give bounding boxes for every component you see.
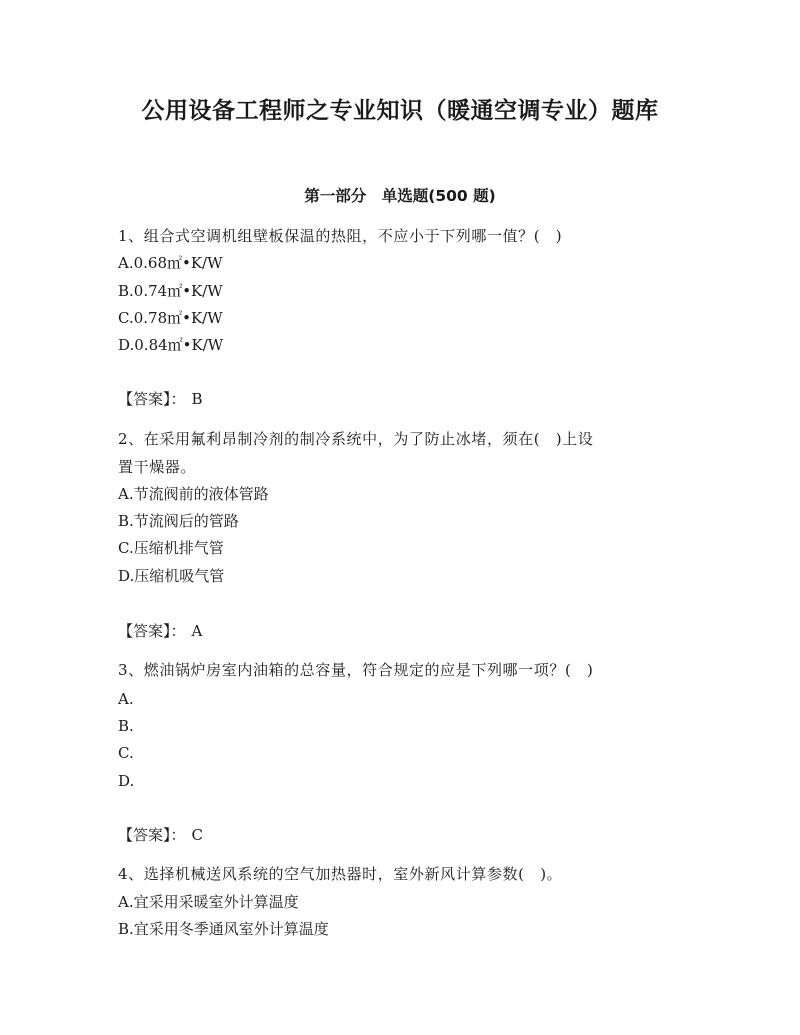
option-d: D. bbox=[118, 772, 135, 790]
answer-value: C bbox=[191, 826, 203, 844]
option-b: B.宜采用冬季通风室外计算温度 bbox=[118, 920, 329, 938]
answer-line bbox=[118, 621, 202, 641]
question-text: 2、在采用氟利昂制冷剂的制冷系统中，为了防止冰堵，须在( )上设 bbox=[118, 430, 594, 448]
option-c: C.压缩机排气管 bbox=[118, 539, 224, 557]
answer-value: A bbox=[191, 622, 203, 640]
option-a: A.节流阀前的液体管路 bbox=[118, 485, 269, 503]
question-text: 1、组合式空调机组壁板保温的热阻，不应小于下列哪一值？( ) bbox=[118, 227, 563, 245]
option-a: A. bbox=[118, 690, 134, 708]
option-b: B.0.74㎡•K/W bbox=[118, 282, 223, 300]
answer-label: 【答案】： bbox=[118, 622, 186, 640]
answer-line bbox=[118, 389, 203, 409]
answer-value: B bbox=[191, 390, 203, 408]
option-d: D.压缩机吸气管 bbox=[118, 567, 225, 585]
option-c: C. bbox=[118, 744, 134, 762]
question-text: 4、选择机械送风系统的空气加热器时，室外新风计算参数( )。 bbox=[118, 865, 563, 883]
question-text: 3、燃油锅炉房室内油箱的总容量，符合规定的应是下列哪一项？( ) bbox=[118, 661, 594, 679]
answer-label: 【答案】： bbox=[118, 826, 186, 844]
option-b: B. bbox=[118, 717, 134, 735]
answer-line bbox=[118, 825, 203, 845]
question-text-continued: 置干燥器。 bbox=[118, 458, 197, 476]
answer-label: 【答案】： bbox=[118, 390, 186, 408]
option-c: C.0.78㎡•K/W bbox=[118, 309, 223, 327]
document-title: 公用设备工程师之专业知识（暖通空调专业）题库 bbox=[141, 98, 659, 124]
option-b: B.节流阀后的管路 bbox=[118, 512, 239, 530]
option-a: A.宜采用采暖室外计算温度 bbox=[118, 893, 299, 911]
section-title: 第一部分 单选题(500 题) bbox=[304, 187, 496, 205]
option-a: A.0.68㎡•K/W bbox=[118, 254, 223, 272]
option-d: D.0.84㎡•K/W bbox=[118, 336, 224, 354]
